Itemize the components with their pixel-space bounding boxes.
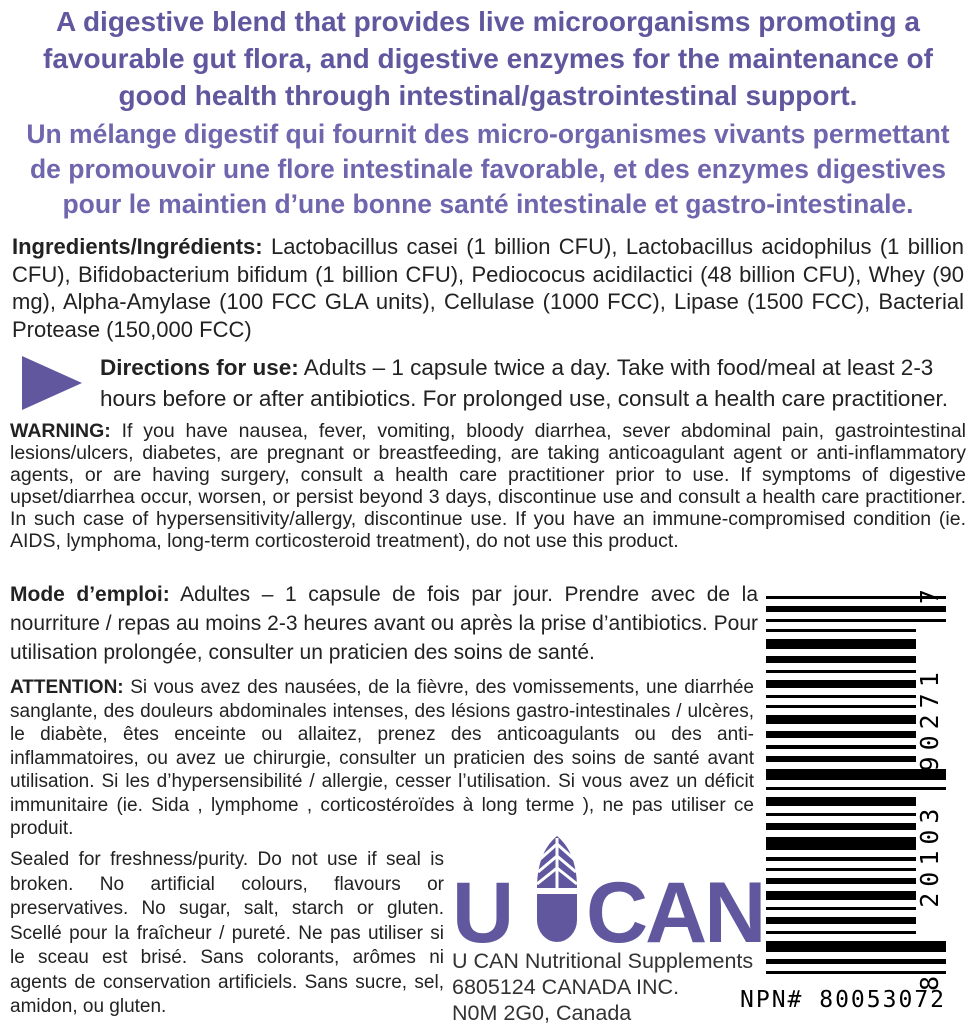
attention-heading: ATTENTION: — [10, 677, 124, 698]
barcode-bar — [766, 731, 916, 738]
intro-english: A digestive blend that provides live microorganisms promoting a favourable gut flora, and digestive enzymes for the maintenance of good health through intestinal/gastrointestinal support. — [43, 6, 933, 111]
barcode-digits: 8 20103 90271 7 — [915, 583, 944, 991]
barcode-bar — [766, 823, 916, 830]
ingredients-heading: Ingredients/Ingrédients: — [12, 234, 263, 259]
logo-letters-can: CAN — [586, 865, 764, 961]
company-inc: 6805124 CANADA INC. — [452, 975, 680, 999]
barcode-bar — [766, 917, 916, 924]
barcode-bar — [766, 868, 916, 871]
mode-demploi-heading: Mode d’emploi: — [10, 583, 170, 606]
barcode-bar — [766, 705, 916, 708]
attention-text: Si vous avez des nausées, de la fièvre, des vomissements, une diarrhée sanglante, des douleurs abdominales intenses, des lésions gastro-intestinales / ulcères, le diabète, êtes enceinte ou allaitez, prenez des anticoagulants ou des anti-inflammatoires, ou avez ue chirurgie, consulter un praticien des soins de santé avant utilisation. Si les d’hypersensibilité / allergie, cesser l’utilisation. Si vous avez un déficit immunitaire (ie. Sida , lymphome , corticostéroïdes à long terme ), ne pas utiliser ce produit. — [10, 677, 754, 839]
company-name: U CAN Nutritional Supplements — [452, 949, 754, 973]
sealed-paragraph: Sealed for freshness/purity. Do not use if seal is broken. No artificial colours, flavours or preservatives. No sugar, salt, starch or gluten. Scellé pour la fraîcheur / pureté. Ne pas utiliser si le sceau est brisé. Sans colorants, arômes ni agents de conservation artificiels. Sans sucre, sel, amidon, ou gluten. — [10, 849, 444, 1017]
npn-number: NPN# 80053072 — [740, 987, 947, 1013]
directions-arrow-icon — [22, 356, 82, 410]
warning-heading: WARNING: — [10, 420, 111, 442]
directions-paragraph — [100, 352, 958, 414]
ingredients-paragraph — [12, 233, 964, 343]
barcode-bar — [766, 797, 916, 806]
barcode — [766, 583, 946, 991]
ingredients-text: Lactobacillus casei (1 billion CFU), Lactobacillus acidophilus (1 billion CFU), Bifidobacterium bifidum (1 billion CFU), Pediococus acidilactici (48 billion CFU), Whey (90 mg), Alpha-Amylase (100 FCC GLA units), Cellulase (1000 FCC), Lipase (1500 FCC), Bacterial Protease (150,000 FCC) — [12, 234, 964, 342]
barcode-bar — [766, 837, 916, 850]
logo-capsule-leaf-icon — [534, 836, 580, 942]
intro-french: Un mélange digestif qui fournit des micro-organismes vivants permettant de promouvoir une flore intestinale favorable, et des enzymes digestives pour le maintien d’une bonne santé intestinale et gastro-intestinale. — [26, 119, 950, 219]
barcode-bar — [766, 857, 916, 861]
barcode-bar — [766, 695, 916, 698]
barcode-bar — [766, 639, 916, 649]
barcode-bar — [766, 715, 916, 724]
mode-demploi-paragraph — [10, 580, 758, 667]
barcode-bar — [766, 629, 916, 632]
barcode-bar — [766, 670, 916, 673]
warning-paragraph — [10, 420, 966, 552]
barcode-bar — [766, 931, 916, 934]
barcode-bar — [766, 907, 916, 910]
company-address — [452, 948, 753, 1024]
warning-text: If you have nausea, fever, vomiting, bloody diarrhea, sever abdominal pain, gastrointestinal lesions/ulcers, diabetes, are pregnant or breastfeeding, are taking anticoagulant agent or anti-inflammatory agents, or are having surgery, consult a health care practitioner prior to use. If symptoms of digestive upset/diarrhea occur, worsen, or persist beyond 3 days, discontinue use and consult a health care practitioner. In such case of hypersensitivity/allergy, discontinue use. If you have an immune-compromised condition (ie. AIDS, lymphoma, long-term corticosteroid treatment), do not use this product. — [10, 420, 966, 552]
barcode-bar — [766, 745, 916, 749]
barcode-bar — [766, 680, 916, 688]
barcode-bar — [766, 656, 916, 663]
barcode-bar — [766, 813, 916, 816]
company-postal: N0M 2G0, Canada — [452, 1001, 632, 1024]
barcode-bar — [766, 891, 916, 900]
barcode-bar — [766, 756, 916, 762]
directions-text: Adults – 1 capsule twice a day. Take with food/meal at least 2-3 hours before or after antibiotics. For prolonged use, consult a health care practitioner. — [100, 355, 948, 411]
attention-paragraph — [10, 676, 754, 841]
directions-heading: Directions for use: — [100, 355, 299, 380]
mode-demploi-text: Adultes – 1 capsule de fois par jour. Prendre avec de la nourriture / repas au moins 2-3 heures avant ou après la prise d’antibiotics. Pour utilisation prolongée, consulter un praticien des soins de santé. — [10, 583, 758, 664]
logo-letter-u: U — [452, 865, 512, 961]
barcode-bar — [766, 878, 916, 884]
